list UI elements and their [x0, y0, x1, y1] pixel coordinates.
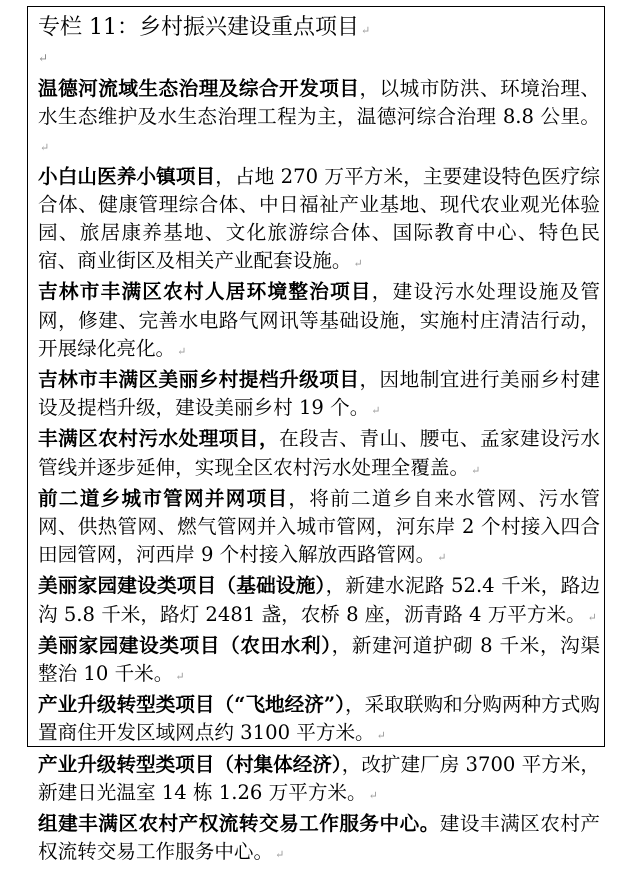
project-name: 丰满区农村污水处理项目，	[38, 427, 280, 451]
paragraph-mark-icon: ↵	[177, 344, 187, 358]
project-name: 产业升级转型类项目（村集体经济）	[38, 752, 342, 776]
paragraph-mark-icon: ↵	[175, 670, 185, 684]
project-name: 吉林市丰满区美丽乡村提档升级项目	[38, 368, 360, 392]
project-desc: 建设丰满区农村产权流转交易工作服务中心。	[38, 812, 601, 864]
project-desc: 在段吉、青山、腰屯、孟家建设污水管线并逐步延伸，实现全区农村污水处理全覆盖。	[38, 427, 601, 479]
project-name: 美丽家园建设类项目（基础设施）	[38, 574, 326, 598]
box-title	[38, 13, 370, 46]
project-name: 美丽家园建设类项目（农田水利）	[38, 633, 332, 657]
project-item	[38, 485, 600, 573]
paragraph-mark-icon: ↵	[587, 610, 597, 624]
project-desc: ，以城市防洪、环境治理、水生态维护及水生态治理工程为主，温德河综合治理 8.8 公里。	[38, 77, 601, 129]
feature-box	[27, 6, 605, 864]
paragraph-mark-icon: ↵	[437, 551, 447, 565]
project-item	[38, 425, 600, 484]
project-item	[38, 632, 600, 691]
project-desc: ，建设污水处理设施及管网，修建、完善水电路气网讯等基础设施，实施村庄清洁行动，开展绿化亮化。	[38, 280, 601, 360]
project-name: 产业升级转型类项目（“飞地经济”）	[38, 693, 346, 717]
paragraph-mark-icon: ↵	[376, 729, 386, 743]
project-item	[38, 810, 600, 869]
project-item	[38, 691, 600, 750]
project-item	[38, 366, 600, 425]
project-item	[38, 751, 600, 810]
project-name: 吉林市丰满区农村人居环境整治项目	[38, 280, 372, 304]
project-item	[38, 163, 600, 279]
paragraph-mark-icon: ↵	[38, 51, 49, 65]
paragraph-mark-icon: ↵	[361, 24, 371, 37]
paragraph-mark-icon: ↵	[471, 463, 481, 477]
project-desc: ，因地制宜进行美丽乡村建设及提档升级，建设美丽乡村 19 个。	[38, 368, 601, 420]
project-desc: ，新建河道护砌 8 千米，沟渠整治 10 千米。	[38, 633, 600, 686]
project-desc: ，采取联购和分购两种方式购置商住开发区域网点约 3100 平方米。	[38, 693, 600, 745]
paragraph-mark-icon: ↵	[368, 788, 378, 802]
project-name: 小白山医养小镇项目	[38, 164, 216, 188]
paragraph-mark-icon: ↵	[371, 404, 381, 418]
project-item	[38, 278, 600, 366]
project-list	[38, 75, 600, 869]
project-name: 温德河流域生态治理及综合开发项目	[38, 77, 360, 100]
project-name: 组建丰满区农村产权流转交易工作服务中心。	[38, 812, 440, 836]
project-desc: ，占地 270 万平方米，主要建设特色医疗综合体、健康管理综合体、中日福祉产业基地、现代农业观光体验园、旅居康养基地、文化旅游综合体、国际教育中心、特色民宿、商业街区及相关产业配套设施。	[38, 164, 601, 273]
project-item	[38, 75, 600, 163]
project-item	[38, 572, 600, 631]
paragraph-mark-icon: ↵	[353, 257, 363, 271]
paragraph-mark-icon: ↵	[275, 848, 285, 862]
project-desc: ，新建水泥路 52.4 千米，路边沟 5.8 千米，路灯 2481 盏，农桥 8 座，沥青路 4 万平方米。	[38, 574, 600, 626]
project-desc: ，将前二道乡自来水管网、污水管网、供热管网、燃气管网并入城市管网，河东岸 2 个村接入四合田园管网，河西岸 9 个村接入解放西路管网。	[38, 486, 601, 567]
title-text: 专栏 11：乡村振兴建设重点项目	[38, 15, 359, 40]
paragraph-mark-icon: ↵	[40, 141, 50, 155]
project-name: 前二道乡城市管网并网项目	[38, 486, 289, 510]
project-desc: ，改扩建厂房 3700 平方米，新建日光温室 14 栋 1.26 万平方米。	[38, 752, 600, 804]
